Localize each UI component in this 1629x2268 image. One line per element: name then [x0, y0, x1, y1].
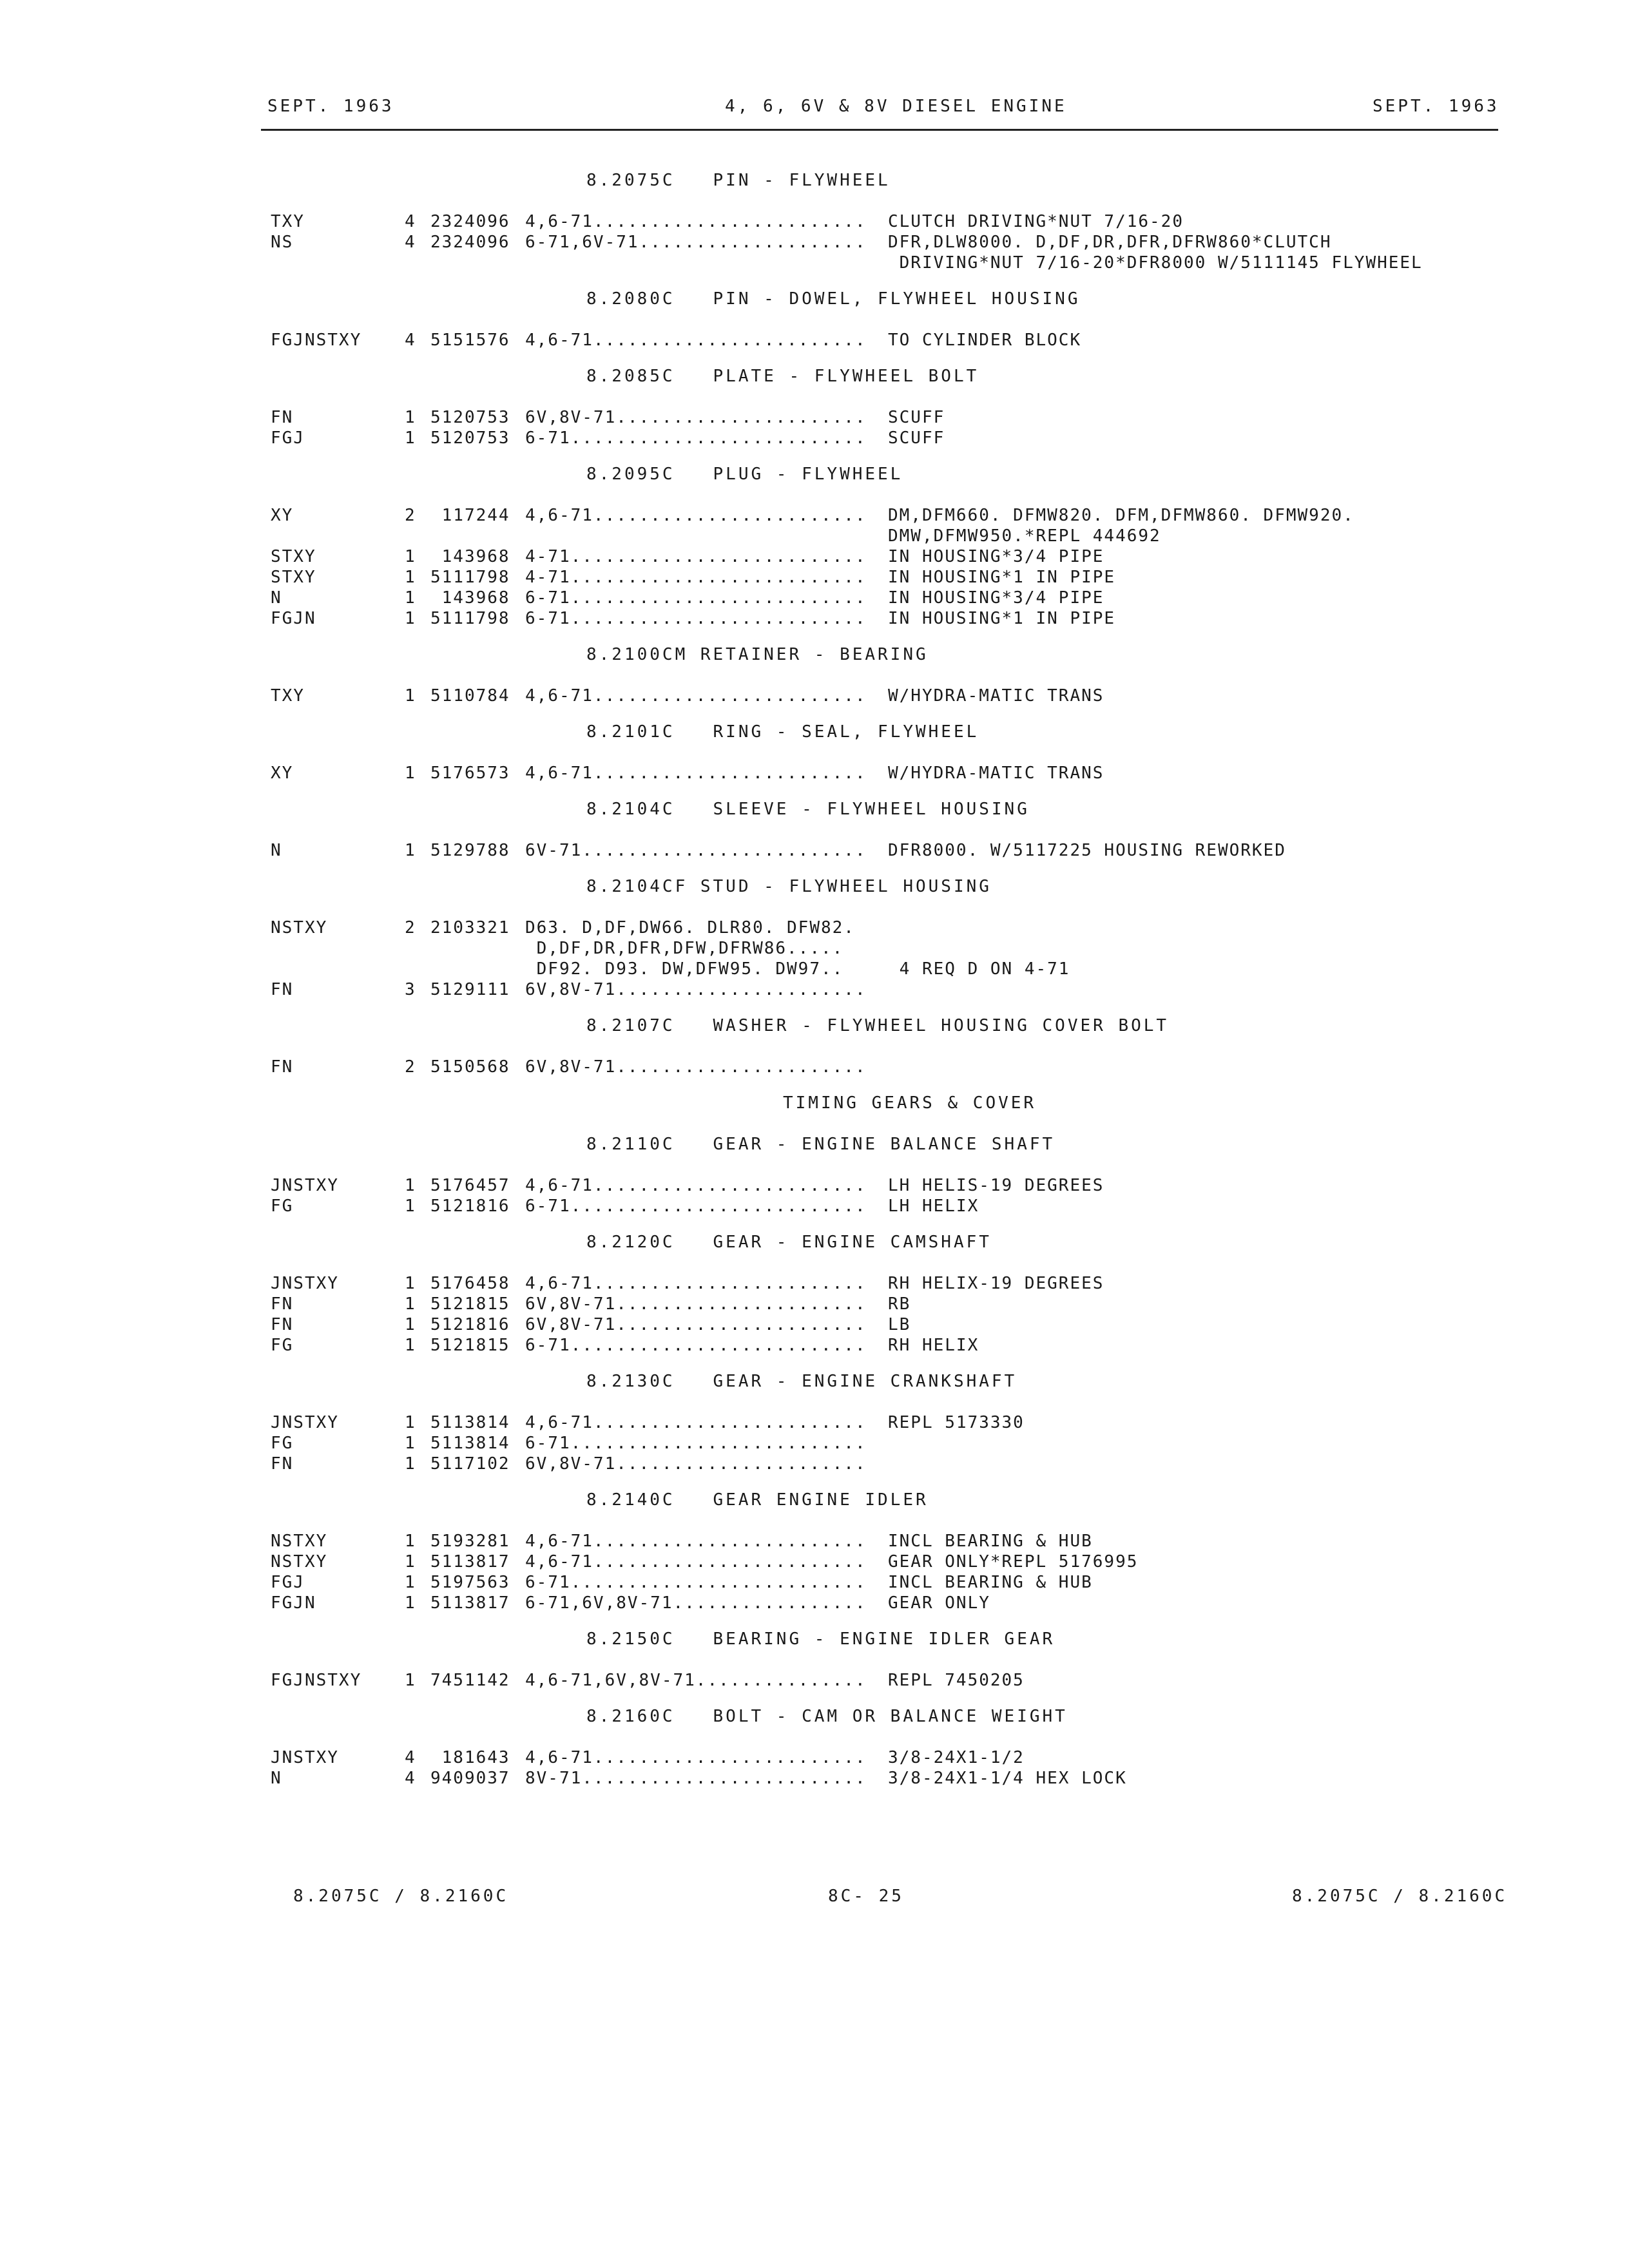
engine-models: 4,6-71........................: [525, 506, 867, 525]
part-number: 2324096: [430, 212, 510, 231]
quantity: 1: [405, 841, 416, 860]
applicability-codes: FN: [271, 1057, 294, 1077]
engine-models: 6V,8V-71......................: [525, 1057, 867, 1077]
part-row: [0, 918, 1629, 938]
engine-models: 4,6-71........................: [525, 764, 867, 783]
part-row: [0, 1454, 1629, 1474]
header-rule: [261, 129, 1498, 131]
part-row: [0, 1572, 1629, 1593]
applicability-codes: FG: [271, 1434, 294, 1453]
applicability-codes: STXY: [271, 547, 316, 566]
applicability-codes: NSTXY: [271, 1552, 328, 1571]
applicability-codes: FN: [271, 1294, 294, 1314]
section-title: 8.2160C BOLT - CAM OR BALANCE WEIGHT: [586, 1707, 1068, 1726]
quantity: 3: [405, 980, 416, 999]
engine-models: 6-71,6V,8V-71.................: [525, 1593, 867, 1613]
applicability-codes: FGJ: [271, 1573, 305, 1592]
part-number: 5111798: [430, 609, 510, 628]
part-row: [0, 567, 1629, 588]
part-number: 5121816: [430, 1315, 510, 1334]
part-number: 5176457: [430, 1176, 510, 1195]
engine-models: 6-71..........................: [525, 609, 867, 628]
remarks: INCL BEARING & HUB: [888, 1532, 1093, 1551]
engine-models: 6-71..........................: [525, 1196, 867, 1216]
part-number: 5197563: [430, 1573, 510, 1592]
remarks: REPL 5173330: [888, 1413, 1025, 1432]
group-heading: TIMING GEARS & COVER: [783, 1093, 1037, 1113]
section-title: 8.2140C GEAR ENGINE IDLER: [586, 1490, 929, 1510]
remarks: CLUTCH DRIVING*NUT 7/16-20: [888, 212, 1184, 231]
engine-models: D63. D,DF,DW66. DLR80. DFW82.: [525, 918, 855, 937]
remarks: IN HOUSING*3/4 PIPE: [888, 547, 1104, 566]
engine-models: 4,6-71........................: [525, 1413, 867, 1432]
section-title: 8.2150C BEARING - ENGINE IDLER GEAR: [586, 1629, 1055, 1649]
engine-models: 4,6-71........................: [525, 686, 867, 706]
applicability-codes: JNSTXY: [271, 1176, 339, 1195]
quantity: 1: [405, 686, 416, 706]
remarks: LB: [888, 1315, 911, 1334]
engine-models: 4,6-71........................: [525, 1274, 867, 1293]
applicability-codes: JNSTXY: [271, 1413, 339, 1432]
part-number: 5151576: [430, 331, 510, 350]
part-row: [0, 428, 1629, 448]
part-number: 181643: [430, 1748, 510, 1767]
part-number: 5120753: [430, 428, 510, 448]
entry-list: [0, 1273, 1629, 1356]
quantity: 1: [405, 568, 416, 587]
engine-models: 6V,8V-71......................: [525, 980, 867, 999]
section-title: 8.2110C GEAR - ENGINE BALANCE SHAFT: [586, 1135, 1055, 1154]
part-row: [0, 1175, 1629, 1196]
part-number: 5150568: [430, 1057, 510, 1077]
part-row: [0, 840, 1629, 861]
part-number: 9409037: [430, 1769, 510, 1788]
part-row: [0, 608, 1629, 629]
quantity: 1: [405, 764, 416, 783]
engine-models: 4,6-71........................: [525, 1748, 867, 1767]
part-row: [0, 938, 1629, 959]
entry-list: [0, 505, 1629, 629]
quantity: 4: [405, 233, 416, 252]
remarks: TO CYLINDER BLOCK: [888, 331, 1082, 350]
quantity: 1: [405, 1274, 416, 1293]
engine-models: 4,6-71,6V,8V-71...............: [525, 1671, 867, 1690]
remarks: LH HELIX: [888, 1196, 979, 1216]
part-number: 117244: [430, 506, 510, 525]
part-row: [0, 1273, 1629, 1294]
engine-models: 4,6-71........................: [525, 331, 867, 350]
part-row: [0, 407, 1629, 428]
part-row: [0, 1196, 1629, 1216]
entry-list: [0, 407, 1629, 448]
remarks: W/HYDRA-MATIC TRANS: [888, 764, 1104, 783]
part-row: [0, 1314, 1629, 1335]
section-title: 8.2085C PLATE - FLYWHEEL BOLT: [586, 367, 979, 386]
part-number: 5110784: [430, 686, 510, 706]
quantity: 1: [405, 1413, 416, 1432]
entry-list: [0, 918, 1629, 1000]
quantity: 4: [405, 331, 416, 350]
part-row: [0, 1747, 1629, 1768]
section-title: 8.2100CM RETAINER - BEARING: [586, 645, 929, 664]
engine-models: 6-71..........................: [525, 1434, 867, 1453]
entry-list: [0, 211, 1629, 273]
remarks: 4 REQ D ON 4-71: [888, 959, 1070, 979]
applicability-codes: FN: [271, 1454, 294, 1474]
remarks: IN HOUSING*1 IN PIPE: [888, 568, 1116, 587]
engine-models: 6-71,6V-71....................: [525, 233, 867, 252]
applicability-codes: JNSTXY: [271, 1748, 339, 1767]
part-row: [0, 1531, 1629, 1552]
quantity: 2: [405, 506, 416, 525]
applicability-codes: FG: [271, 1196, 294, 1216]
remarks: DFR8000. W/5117225 HOUSING REWORKED: [888, 841, 1286, 860]
applicability-codes: NS: [271, 233, 294, 252]
entry-list: [0, 1057, 1629, 1077]
part-row: [0, 1552, 1629, 1572]
remarks: RH HELIX-19 DEGREES: [888, 1274, 1104, 1293]
section-title: 8.2107C WASHER - FLYWHEEL HOUSING COVER BOLT: [586, 1016, 1170, 1035]
part-number: 5121815: [430, 1294, 510, 1314]
quantity: 1: [405, 1294, 416, 1314]
footer-range-left: 8.2075C / 8.2160C: [293, 1887, 509, 1906]
quantity: 1: [405, 1434, 416, 1453]
applicability-codes: FGJN: [271, 1593, 316, 1613]
quantity: 4: [405, 212, 416, 231]
quantity: 1: [405, 1532, 416, 1551]
engine-models: 4,6-71........................: [525, 1176, 867, 1195]
applicability-codes: FN: [271, 408, 294, 427]
remarks: RB: [888, 1294, 911, 1314]
quantity: 1: [405, 547, 416, 566]
part-row: [0, 1057, 1629, 1077]
engine-models: 8V-71.........................: [525, 1769, 867, 1788]
entry-list: [0, 1747, 1629, 1789]
part-number: 143968: [430, 588, 510, 608]
section-title: 8.2130C GEAR - ENGINE CRANKSHAFT: [586, 1372, 1017, 1391]
part-number: 2103321: [430, 918, 510, 937]
part-row: [0, 959, 1629, 979]
quantity: 1: [405, 1593, 416, 1613]
remarks: IN HOUSING*3/4 PIPE: [888, 588, 1104, 608]
quantity: 1: [405, 1552, 416, 1571]
engine-models: 6V,8V-71......................: [525, 1315, 867, 1334]
engine-models: 6-71..........................: [525, 1573, 867, 1592]
entry-list: [0, 840, 1629, 861]
applicability-codes: N: [271, 841, 282, 860]
remarks: INCL BEARING & HUB: [888, 1573, 1093, 1592]
remarks: GEAR ONLY: [888, 1593, 990, 1613]
quantity: 2: [405, 1057, 416, 1077]
quantity: 1: [405, 1336, 416, 1355]
applicability-codes: N: [271, 588, 282, 608]
section-title: 8.2101C RING - SEAL, FLYWHEEL: [586, 722, 979, 742]
quantity: 1: [405, 1671, 416, 1690]
header-date-left: SEPT. 1963: [267, 97, 394, 116]
quantity: 2: [405, 918, 416, 937]
remarks: W/HYDRA-MATIC TRANS: [888, 686, 1104, 706]
part-row: [0, 526, 1629, 546]
part-number: 143968: [430, 547, 510, 566]
engine-models: 6V,8V-71......................: [525, 1294, 867, 1314]
remarks: DMW,DFMW950.*REPL 444692: [888, 526, 1161, 546]
engine-models: 6V,8V-71......................: [525, 408, 867, 427]
remarks: SCUFF: [888, 428, 945, 448]
applicability-codes: FGJNSTXY: [271, 1671, 362, 1690]
section-title: 8.2095C PLUG - FLYWHEEL: [586, 465, 903, 484]
section-title: 8.2104CF STUD - FLYWHEEL HOUSING: [586, 877, 992, 896]
part-row: [0, 588, 1629, 608]
entry-list: [0, 1175, 1629, 1216]
engine-models: 4-71..........................: [525, 568, 867, 587]
applicability-codes: XY: [271, 506, 294, 525]
footer-range-right: 8.2075C / 8.2160C: [1292, 1887, 1508, 1906]
entry-list: [0, 1412, 1629, 1474]
quantity: 1: [405, 1454, 416, 1474]
quantity: 1: [405, 428, 416, 448]
part-number: 5113814: [430, 1434, 510, 1453]
part-row: [0, 546, 1629, 567]
engine-models: 4-71..........................: [525, 547, 867, 566]
part-number: 5129111: [430, 980, 510, 999]
section-title: 8.2080C PIN - DOWEL, FLYWHEEL HOUSING: [586, 289, 1081, 309]
part-number: 5121815: [430, 1336, 510, 1355]
applicability-codes: FGJNSTXY: [271, 331, 362, 350]
remarks: RH HELIX: [888, 1336, 979, 1355]
remarks: SCUFF: [888, 408, 945, 427]
parts-list: [0, 160, 1629, 1794]
quantity: 1: [405, 408, 416, 427]
part-number: 2324096: [430, 233, 510, 252]
applicability-codes: XY: [271, 764, 294, 783]
entry-list: [0, 763, 1629, 783]
quantity: 1: [405, 1176, 416, 1195]
remarks: GEAR ONLY*REPL 5176995: [888, 1552, 1139, 1571]
section-title: 8.2104C SLEEVE - FLYWHEEL HOUSING: [586, 800, 1030, 819]
applicability-codes: FGJ: [271, 428, 305, 448]
part-number: 5193281: [430, 1532, 510, 1551]
applicability-codes: FN: [271, 980, 294, 999]
engine-models: 6V-71.........................: [525, 841, 867, 860]
entry-list: [0, 1670, 1629, 1691]
part-row: [0, 1335, 1629, 1356]
applicability-codes: JNSTXY: [271, 1274, 339, 1293]
applicability-codes: FN: [271, 1315, 294, 1334]
section-title: 8.2120C GEAR - ENGINE CAMSHAFT: [586, 1233, 992, 1252]
entry-list: [0, 1531, 1629, 1613]
part-number: 5113817: [430, 1552, 510, 1571]
engine-models: 6-71..........................: [525, 588, 867, 608]
remarks: 3/8-24X1-1/4 HEX LOCK: [888, 1769, 1127, 1788]
part-row: [0, 330, 1629, 351]
part-number: 5111798: [430, 568, 510, 587]
part-row: [0, 505, 1629, 526]
applicability-codes: NSTXY: [271, 918, 328, 937]
part-row: [0, 979, 1629, 1000]
engine-models: D,DF,DR,DFR,DFW,DFRW86.....: [525, 939, 844, 958]
applicability-codes: FGJN: [271, 609, 316, 628]
engine-models: 4,6-71........................: [525, 212, 867, 231]
quantity: 4: [405, 1769, 416, 1788]
remarks: IN HOUSING*1 IN PIPE: [888, 609, 1116, 628]
applicability-codes: TXY: [271, 212, 305, 231]
remarks: DRIVING*NUT 7/16-20*DFR8000 W/5111145 FLYWHEEL: [888, 253, 1423, 273]
engine-models: 6-71..........................: [525, 1336, 867, 1355]
applicability-codes: STXY: [271, 568, 316, 587]
footer-page-number: 8C- 25: [828, 1887, 904, 1906]
remarks: 3/8-24X1-1/2: [888, 1748, 1025, 1767]
header-date-right: SEPT. 1963: [1373, 97, 1499, 116]
part-number: 5117102: [430, 1454, 510, 1474]
engine-models: 6V,8V-71......................: [525, 1454, 867, 1474]
applicability-codes: NSTXY: [271, 1532, 328, 1551]
remarks: DFR,DLW8000. D,DF,DR,DFR,DFRW860*CLUTCH: [888, 233, 1332, 252]
part-number: 5113814: [430, 1413, 510, 1432]
part-number: 7451142: [430, 1671, 510, 1690]
entry-list: [0, 330, 1629, 351]
part-number: 5121816: [430, 1196, 510, 1216]
remarks: LH HELIS-19 DEGREES: [888, 1176, 1104, 1195]
part-row: [0, 1412, 1629, 1433]
quantity: 1: [405, 609, 416, 628]
applicability-codes: N: [271, 1769, 282, 1788]
part-row: [0, 1593, 1629, 1613]
engine-models: DF92. D93. DW,DFW95. DW97..: [525, 959, 844, 979]
applicability-codes: TXY: [271, 686, 305, 706]
part-row: [0, 253, 1629, 273]
quantity: 1: [405, 588, 416, 608]
quantity: 4: [405, 1748, 416, 1767]
part-row: [0, 211, 1629, 232]
part-number: 5129788: [430, 841, 510, 860]
entry-list: [0, 686, 1629, 706]
part-number: 5120753: [430, 408, 510, 427]
engine-models: 4,6-71........................: [525, 1532, 867, 1551]
remarks: DM,DFM660. DFMW820. DFM,DFMW860. DFMW920.: [888, 506, 1354, 525]
part-row: [0, 1768, 1629, 1789]
part-row: [0, 1294, 1629, 1314]
applicability-codes: FG: [271, 1336, 294, 1355]
quantity: 1: [405, 1196, 416, 1216]
part-row: [0, 686, 1629, 706]
header-title: 4, 6, 6V & 8V DIESEL ENGINE: [725, 97, 1067, 116]
part-row: [0, 232, 1629, 253]
part-row: [0, 1670, 1629, 1691]
part-number: 5176458: [430, 1274, 510, 1293]
section-title: 8.2075C PIN - FLYWHEEL: [586, 171, 891, 190]
engine-models: 6-71..........................: [525, 428, 867, 448]
part-row: [0, 1433, 1629, 1454]
part-number: 5113817: [430, 1593, 510, 1613]
quantity: 1: [405, 1573, 416, 1592]
remarks: REPL 7450205: [888, 1671, 1025, 1690]
part-number: 5176573: [430, 764, 510, 783]
engine-models: 4,6-71........................: [525, 1552, 867, 1571]
quantity: 1: [405, 1315, 416, 1334]
part-row: [0, 763, 1629, 783]
